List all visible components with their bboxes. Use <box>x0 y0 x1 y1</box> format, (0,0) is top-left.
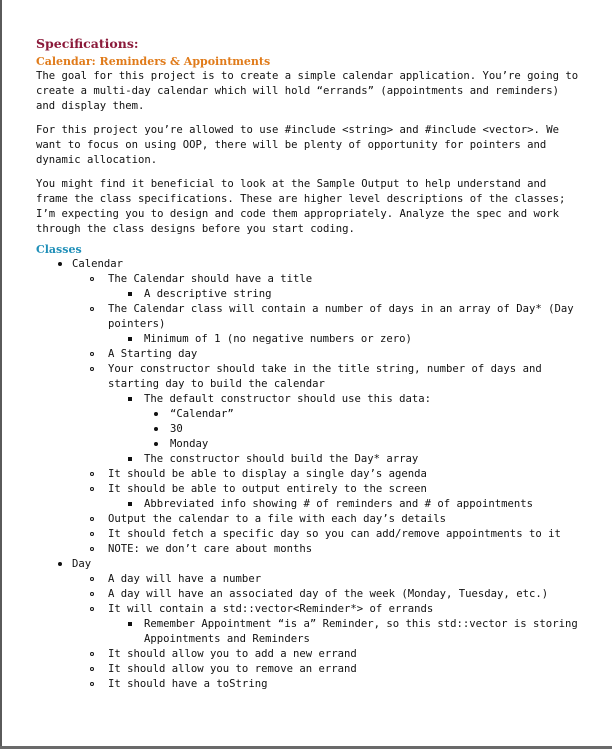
bullet-circle-icon <box>90 472 94 476</box>
list-item: The Calendar should have a title A descriptive string <box>72 272 584 302</box>
class-day <box>36 557 584 692</box>
bullet-dot-icon <box>154 427 158 431</box>
bullet-dot-icon <box>58 562 62 566</box>
class-label: Calendar <box>72 258 124 270</box>
section-subtitle: Calendar: Reminders & Appointments <box>36 55 271 68</box>
list-item: NOTE: we don’t care about months <box>72 542 584 557</box>
bullet-dot-icon <box>154 412 158 416</box>
bullet-circle-icon <box>90 547 94 551</box>
bullet-circle-icon <box>90 487 94 491</box>
bullet-square-icon <box>128 502 132 506</box>
bullet-square-icon <box>128 622 132 626</box>
list-item: It should fetch a specific day so you can add/remove appointments to it <box>72 527 584 542</box>
bullet-square-icon <box>128 337 132 341</box>
bullet-square-icon <box>128 397 132 401</box>
list-item: The default constructor should use this data: “Calendar” 30 Monday <box>108 392 584 452</box>
day-items <box>72 572 584 692</box>
bullet-circle-icon <box>90 517 94 521</box>
list-item: 30 <box>144 422 584 437</box>
bullet-circle-icon <box>90 532 94 536</box>
bullet-circle-icon <box>90 682 94 686</box>
list-item: Remember Appointment “is a” Reminder, so this std::vector is storing Appointments and Reminders <box>108 617 584 647</box>
list-item: It should be able to output entirely to the screen Abbreviated info showing # of reminders and # of appointments <box>72 482 584 512</box>
bullet-circle-icon <box>90 607 94 611</box>
list-item: It will contain a std::vector<Reminder*> of errands Remember Appointment “is a” Reminder, so this std::vector is storing Appointments and Reminders <box>72 602 584 647</box>
bullet-dot-icon <box>154 442 158 446</box>
bullet-circle-icon <box>90 277 94 281</box>
bullet-dot-icon <box>58 262 62 266</box>
class-label: Day <box>72 558 92 570</box>
list-item: Output the calendar to a file with each day’s details <box>72 512 584 527</box>
list-item: A Starting day <box>72 347 584 362</box>
guidance-paragraph: You might find it beneficial to look at the Sample Output to help understand and frame the class specifications. These are higher level descriptions of the classes; I’m expecting you to design and code them appropriately. Analyze the spec and work through the class designs before you start coding. <box>36 178 566 235</box>
list-item: It should allow you to remove an errand <box>72 662 584 677</box>
bullet-square-icon <box>128 292 132 296</box>
bullet-square-icon <box>128 457 132 461</box>
list-item: A descriptive string <box>108 287 584 302</box>
bullet-circle-icon <box>90 367 94 371</box>
classes-heading: Classes <box>36 243 82 256</box>
intro-paragraph: The goal for this project is to create a simple calendar application. You’re going to create a multi-day calendar which will hold “errands” (appointments and reminders) and display them. <box>36 70 579 112</box>
class-calendar <box>36 257 584 557</box>
list-item: It should have a toString <box>72 677 584 692</box>
includes-paragraph: For this project you’re allowed to use #include <string> and #include <vector>. We want to focus on using OOP, there will be plenty of opportunity for pointers and dynamic allocation. <box>36 124 559 166</box>
document-body <box>36 36 584 692</box>
bullet-circle-icon <box>90 307 94 311</box>
list-item: Minimum of 1 (no negative numbers or zero) <box>108 332 584 347</box>
bullet-circle-icon <box>90 592 94 596</box>
bullet-circle-icon <box>90 667 94 671</box>
list-item: It should allow you to add a new errand <box>72 647 584 662</box>
page-left-border <box>0 0 2 749</box>
list-item: Monday <box>144 437 584 452</box>
list-item: A day will have an associated day of the week (Monday, Tuesday, etc.) <box>72 587 584 602</box>
bullet-circle-icon <box>90 577 94 581</box>
list-item: Abbreviated info showing # of reminders and # of appointments <box>108 497 584 512</box>
classes-list <box>36 257 584 692</box>
list-item: A day will have a number <box>72 572 584 587</box>
list-item: Your constructor should take in the title string, number of days and starting day to build the calendar The default constructor should use this data: “Calendar” 30 Monday The constructor should build the Day* array <box>72 362 584 467</box>
bullet-circle-icon <box>90 652 94 656</box>
list-item: The Calendar class will contain a number of days in an array of Day* (Day pointers) Minimum of 1 (no negative numbers or zero) <box>72 302 584 347</box>
calendar-items <box>72 272 584 557</box>
list-item: It should be able to display a single day’s agenda <box>72 467 584 482</box>
list-item: “Calendar” <box>144 407 584 422</box>
list-item: The constructor should build the Day* array <box>108 452 584 467</box>
page-title: Specifications: <box>36 36 139 51</box>
bullet-circle-icon <box>90 352 94 356</box>
